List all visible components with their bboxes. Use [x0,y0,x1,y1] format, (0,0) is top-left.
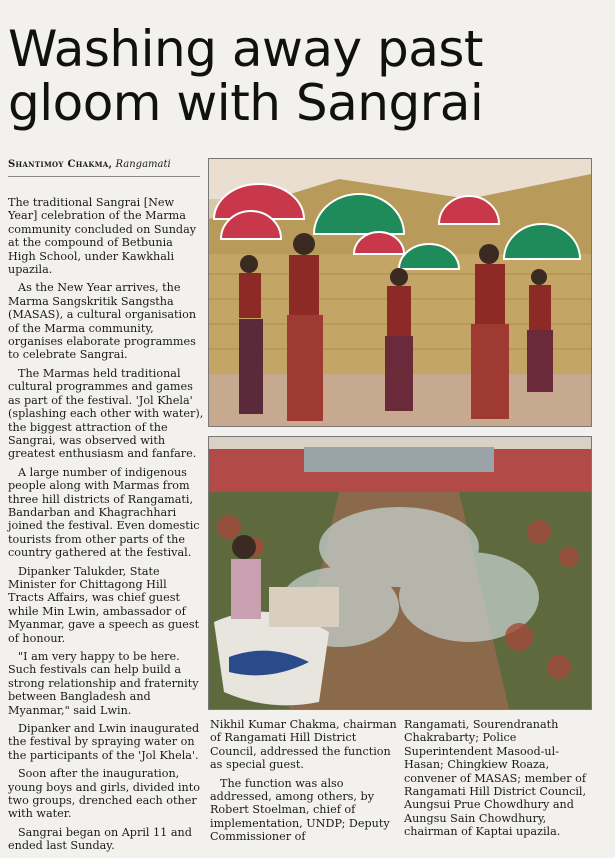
byline-rule [8,176,200,177]
paragraph: As the New Year arrives, the Marma Sangskritik Sangstha (MASAS), a cultural organisation of the Marma community, organises elaborate programmes to celebrate Sangrai. [8,281,197,362]
water-festival-photo [208,436,592,710]
paragraph: Nikhil Kumar Chakma, chairman of Rangamati Hill District Council, addressed the function as special guest. [210,718,397,772]
dancers-illustration [209,159,591,426]
paragraph: The Marmas held traditional cultural programmes and games as part of the festival. 'Jol Khela' (splashing each other with water), the biggest attraction of the Sangrai, was observed with greatest enthusiasm and fanfare. [8,366,204,461]
byline [8,158,171,171]
article-column-1 [8,196,204,858]
paragraph: Rangamati, Sourendranath Chakrabarty; Police Superintendent Masood-ul-Hasan; Chingkiew Roaza, convener of MASAS; member of Rangamati Hill District Council, Aungsui Prue Chowdhury and Aungsu Sain Chowdhury, chairman of Kaptai upazila. [404,718,587,839]
paragraph: A large number of indigenous people along with Marmas from three hill districts of Rangamati, Bandarban and Khagrachhari joined the festival. Even domestic tourists from other parts of the country gathered at the festival. [8,465,200,560]
water-festival-illustration [209,437,591,709]
paragraph: Soon after the inauguration, young boys and girls, divided into two groups, drenched each other with water. [8,767,200,821]
paragraph: Dipanker and Lwin inaugurated the festival by spraying water on the participants of the 'Jol Khela'. [8,722,200,762]
paragraph: Dipanker Talukder, State Minister for Chittagong Hill Tracts Affairs, was chief guest while Min Lwin, ambassador of Myanmar, gave a speech as guest of honour. [8,564,200,645]
dancers-photo [208,158,592,427]
paragraph: Sangrai began on April 11 and ended last Sunday. [8,825,192,853]
headline-line-2: gloom with Sangrai [8,74,484,132]
byline-location: Rangamati [115,159,171,170]
headline [8,22,608,130]
byline-author: Shantimoy Chakma, [8,159,113,170]
article-column-2 [210,718,400,849]
article-column-3 [404,718,594,844]
paragraph: The traditional Sangrai [New Year] celebration of the Marma community concluded on Sunday at the compound of Betbunia High School, under Kawkhali upazila. [8,196,197,277]
paragraph: "I am very happy to be here. Such festivals can help build a strong relationship and fraternity between Bangladesh and Myanmar," said Lwin. [8,650,199,717]
headline-line-1: Washing away past [8,20,484,78]
paragraph: The function was also addressed, among others, by Robert Stoelman, chief of implementation, UNDP; Deputy Commissioner of [210,776,390,844]
